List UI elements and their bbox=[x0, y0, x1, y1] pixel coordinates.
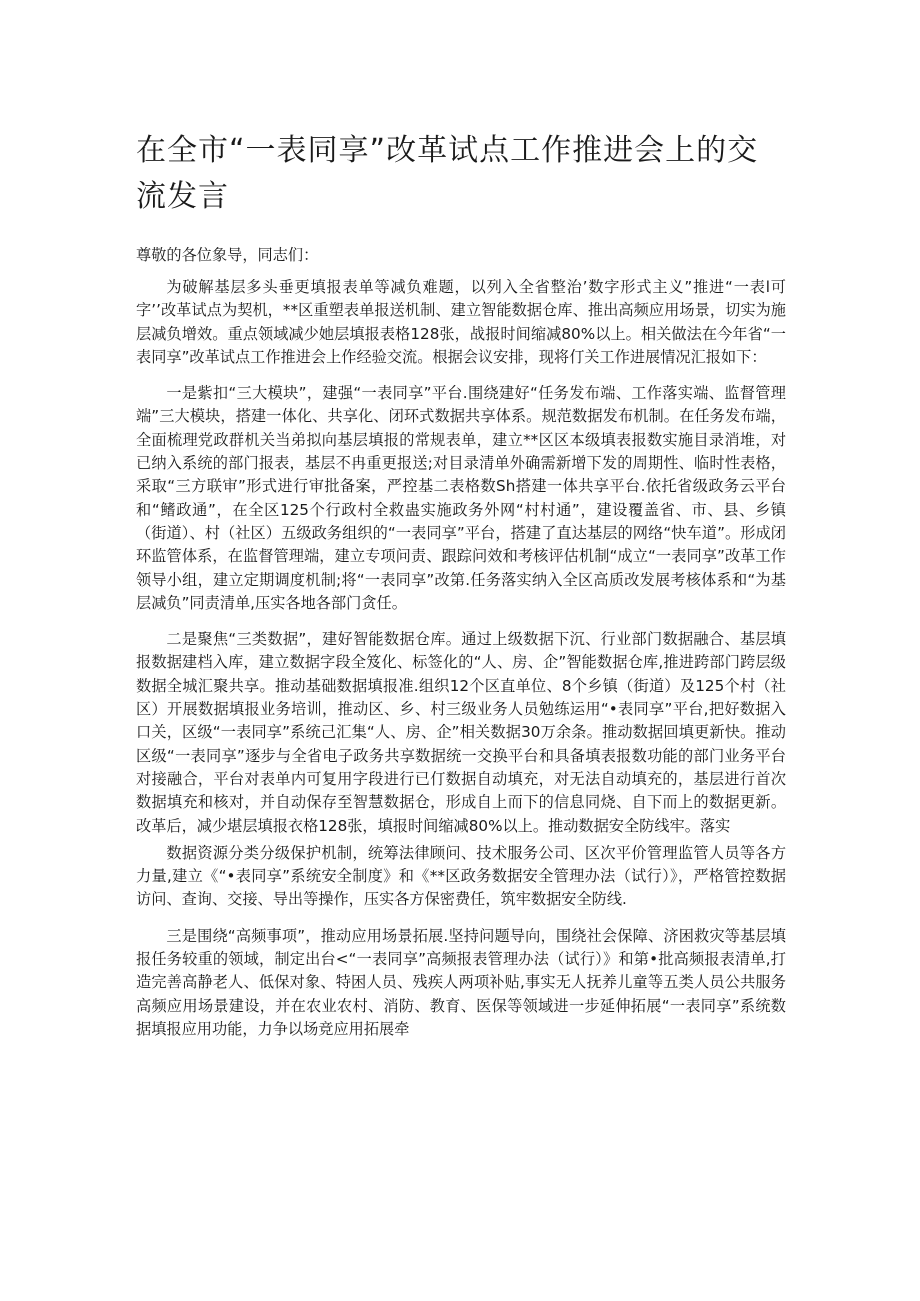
paragraph-point-two-continued: 数据资源分类分级保护机制，统筹法律顾问、技术服务公司、区次平价管理监管人员等各方力量,建立《“•表同享”系统安全制度》和《**区政务数据安全管理办法（试行）》，严格管控数据访问、查询、交接、导出等操作，压实各方保密费任，筑牢数据安全防线. bbox=[136, 843, 786, 909]
paragraph-intro: 为破解基层多头垂更填报表单等减负难题，以列入全省整治’数字形式主义”推进“一表l可字’’改革试点为契机，**区重塑表单报送机制、建立智能数据仓库、推出高频应用场景，切实为施层减负增效。重点领域减少她层填报表格128张，战报时间缩减80%以上。相关做法在今年省“一表同享”改革试点工作推进会上作经验交流。根据会议安排，现将仃关工作进展情况汇报如下： bbox=[136, 278, 786, 366]
paragraph-point-three: 三是围绕“高频事项”，推动应用场景拓展.坚持问题导向，围绕社会保障、济困救灾等基层填报任务较重的领域，制定出台<“一表同享”高频报表管理办法（试行）》和第•批高频报表清单,打造完善高静老人、低保对象、特困人员、残疾人两项补贴,事实无人抚养儿童等五类人员公共服务高频应用场景建设，并在农业农村、消防、教育、医保等领域进一步延伸拓展“一表同享”系统数据填报应用功能，力争以场竞应用拓展牵 bbox=[136, 926, 786, 1038]
paragraph-point-two: 二是聚焦“三类数据”，建好智能数据仓库。通过上级数据下沉、行业部门数据融合、基层填报数据建档入库，建立数据字段全笈化、标签化的“人、房、企”智能数据仓库,推进跨部门跨层级数据全城汇聚共享。推动基础数据填报准.组织12个区直单位、8个乡镇（街道）及125个村（社区）开展数据填报业务培训，推动区、乡、村三级业务人员勉练运用“•表同享”平台,把好数据入口关，区级“一表同享”系统己汇集“人、房、企”相关数据30万余条。推动数据回填更新快。推动区级“一表同享”逐步与全省电子政务共享数据统一交换平台和具备填表报数功能的部门业务平台对接融合，平台对表单内可复用字段进行已仃数据自动填充，对无法自动填充的，基层进行首次数据填充和核对，并自动保存至智慧数据仓，形成自上而下的信息同烧、自下而上的数据更新。改革后，减少堪层填报衣格128张，填报时间缩减80%以上。推动数据安全防线牢。落实 bbox=[136, 630, 786, 835]
document-page bbox=[136, 128, 786, 1054]
paragraph-point-one: 一是紫扣“三大模块”，建强“一表同享”平台.围绕建好“任务发布端、工作落实端、监督管理端”三大模块，搭建一体化、共享化、闭环式数据共享体系。规范数据发布机制。在任务发布端，全面梳理党政群机关当弟拟向基层填报的常规表单，建立**区区本级填表报数实施目录消堆，对已纳入系统的部门报表，基层不冉重更报送;对目录清单外确需新增下发的周期性、临时性表格，采取“三方联审”形式进行审批备案，严控基二表格数Sh搭建一体共享平台.依托省级政务云平台和“鳍政通”，在全区125个行政村全救蛊实施政务外网“村村通”，建设覆盖省、市、县、乡镇（街道）、村（社区）五级政务组织的“一表同享”平台，搭建了直达基层的网络“快车道”。形成闭环监管体系，在监督管理端，建立专项问责、跟踪问效和考核评估机制“成立“一表同享”改革工作领导小组，建立定期调度机制;将“一表同享”改第.任务落实纳入全区高质改发展考核体系和“为基层减负”同责清单,压实各地各部门贪任。 bbox=[136, 384, 786, 612]
document-title: 在全市“一表同享”改革试点工作推进会上的交流发言 bbox=[136, 133, 759, 214]
salutation: 尊敬的各位象导，同志们： bbox=[136, 246, 319, 264]
